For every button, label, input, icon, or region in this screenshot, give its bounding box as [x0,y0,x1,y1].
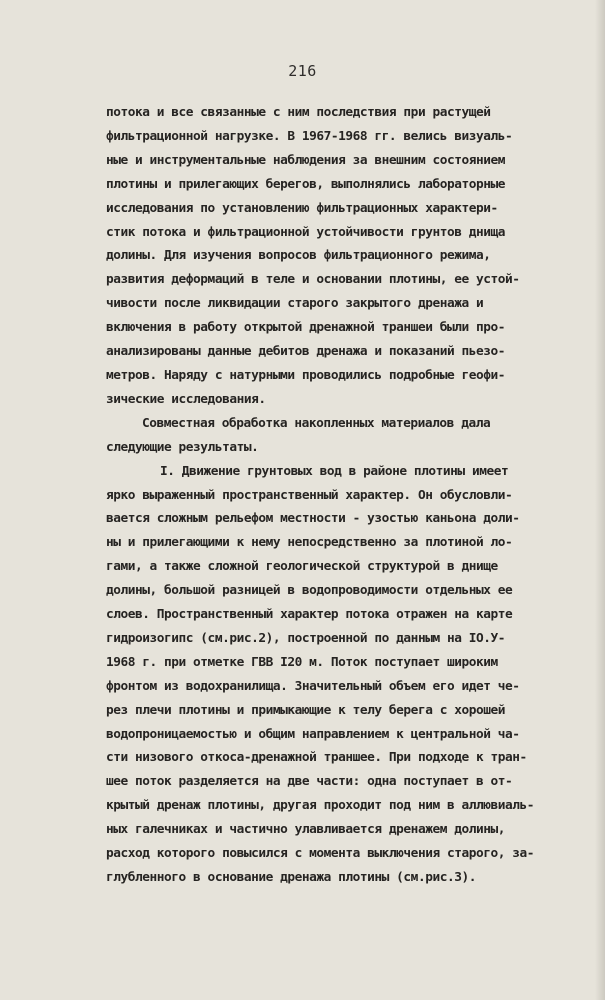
numbered-item-line: I. Движение грунтовых вод в районе плотины имеет [160,463,509,479]
text-line: зические исследования. [106,391,266,407]
text-line: следующие результаты. [106,439,259,455]
text-line: ных галечниках и частично улавливается дренажем долины, [106,822,505,838]
text-line: слоев. Пространственный характер потока отражен на карте [106,607,513,623]
paragraph-start-line: Совместная обработка накопленных материалов дала [142,415,491,431]
text-line: шее поток разделяется на две части: одна поступает в от- [106,774,513,790]
text-line: метров. Наряду с натурными проводились подробные геофи- [106,367,505,383]
text-line: долины. Для изучения вопросов фильтрационного режима, [106,248,491,264]
text-line: водопроницаемостью и общим направлением к центральной ча- [106,726,520,742]
text-line: потока и все связанные с ним последствия при растущей [106,105,491,120]
text-line: расход которого повысился с момента выключения старого, за- [106,846,535,862]
text-line: стик потока и фильтрационной устойчивости грунтов днища [106,224,505,240]
text-line: гами, а также сложной геологической структурой в днище [106,559,498,575]
body-text [106,101,596,890]
text-line: фронтом из водохранилища. Значительный объем его идет че- [106,678,520,694]
text-line: ярко выраженный пространственный характер. Он обусловли- [106,487,513,503]
text-line: плотины и прилегающих берегов, выполнялись лабораторные [106,176,505,192]
text-line: сти низового откоса-дренажной траншее. При подходе к тран- [106,750,527,766]
text-line: анализированы данные дебитов дренажа и показаний пьезо- [106,344,505,360]
text-line: включения в работу открытой дренажной траншеи были про- [106,320,505,336]
text-line: чивости после ликвидации старого закрытого дренажа и [106,296,484,312]
text-line: исследования по установлению фильтрационных характери- [106,200,498,216]
text-line: долины, большой разницей в водопроводимости отдельных ее [106,583,513,599]
text-line: вается сложным рельефом местности - узостью каньона доли- [106,511,520,527]
scan-shadow-edge [595,0,605,1000]
text-line: ные и инструментальные наблюдения за внешним состоянием [106,152,505,168]
text-line: 1968 г. при отметке ГВВ I20 м. Поток поступает широким [106,654,498,670]
page-number: 216 [288,62,317,80]
text-line: развития деформаций в теле и основании плотины, ее устой- [106,272,520,288]
text-line: рез плечи плотины и примыкающие к телу берега с хорошей [106,702,505,718]
text-line: крытый дренаж плотины, другая проходит под ним в аллювиаль- [106,798,535,814]
text-line: фильтрационной нагрузке. В 1967-1968 гг. велись визуаль- [106,128,513,144]
text-line: глубленного в основание дренажа плотины (см.рис.3). [106,870,476,885]
text-line: гидроизогипс (см.рис.2), построенной по данным на IO.У- [106,630,505,646]
text-line: ны и прилегающими к нему непосредственно за плотиной ло- [106,535,513,551]
